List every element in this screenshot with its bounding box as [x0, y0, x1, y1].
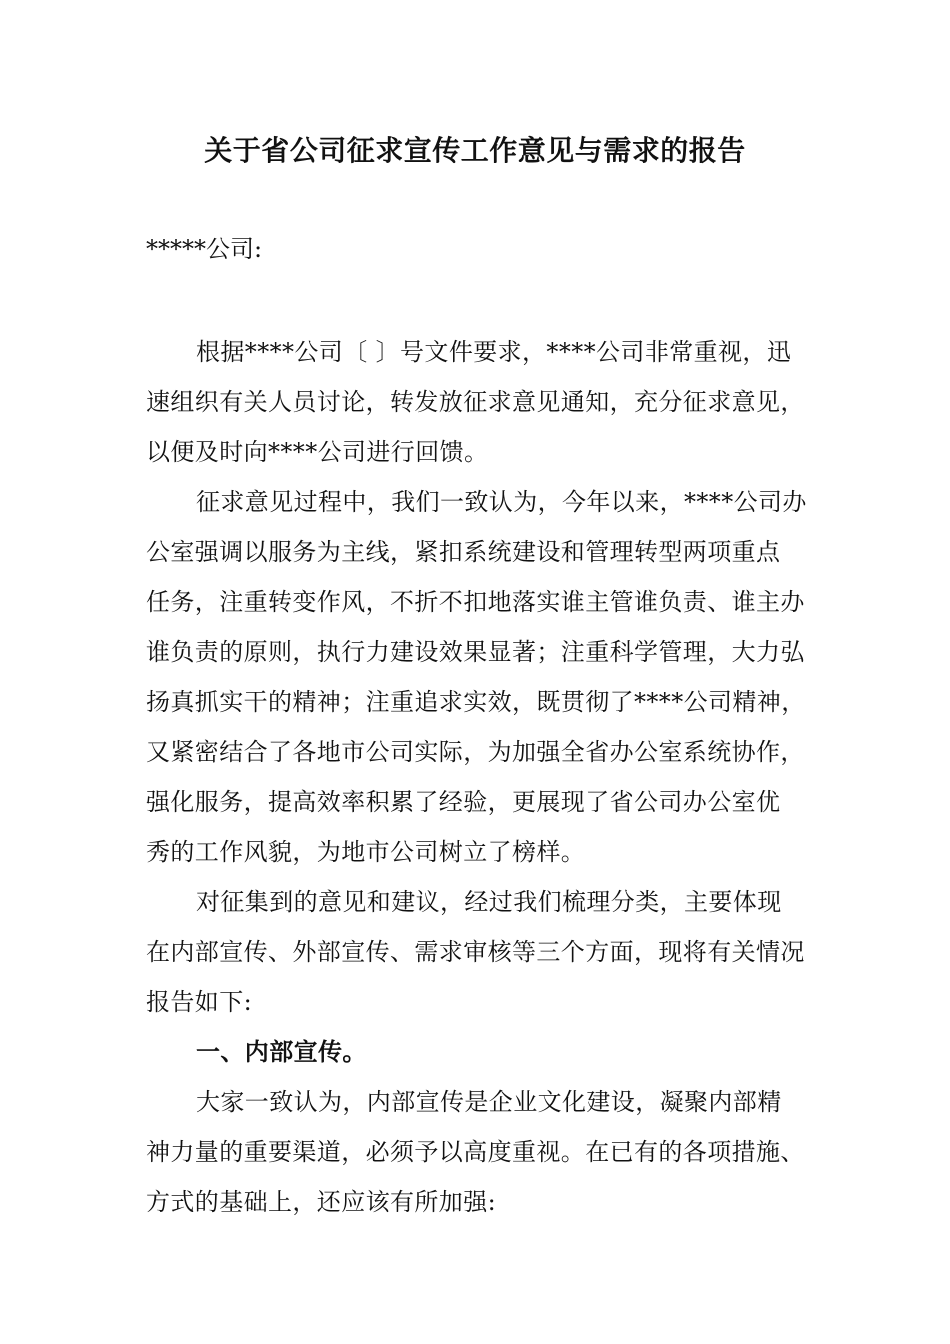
paragraph-1 — [146, 327, 818, 477]
paragraph-line: 速组织有关人员讨论，转发放征求意见通知，充分征求意见， — [146, 388, 805, 416]
paragraph-line: 公室强调以服务为主线，紧扣系统建设和管理转型两项重点 — [146, 538, 781, 566]
salutation: *****公司: — [146, 235, 263, 263]
paragraph-line: 神力量的重要渠道，必须予以高度重视。在已有的各项措施、 — [146, 1138, 805, 1166]
section-heading-internal-publicity — [146, 1027, 818, 1077]
document-title: 关于省公司征求宣传工作意见与需求的报告 — [204, 134, 746, 167]
paragraph-line: 征求意见过程中，我们一致认为，今年以来，****公司办 — [196, 488, 807, 516]
section-paragraph — [146, 1077, 818, 1227]
paragraph-line: 根据****公司〔 〕号文件要求，****公司非常重视，迅 — [196, 338, 792, 366]
paragraph-3 — [146, 877, 818, 1027]
paragraph-line: 任务，注重转变作风，不折不扣地落实谁主管谁负责、谁主办 — [146, 588, 805, 616]
paragraph-line: 谁负责的原则，执行力建设效果显著；注重科学管理，大力弘 — [146, 638, 805, 666]
paragraph-line: 对征集到的意见和建议，经过我们梳理分类，主要体现 — [196, 888, 782, 916]
paragraph-line: 又紧密结合了各地市公司实际，为加强全省办公室系统协作， — [146, 738, 805, 766]
paragraph-line: 在内部宣传、外部宣传、需求审核等三个方面，现将有关情况 — [146, 938, 805, 966]
paragraph-line: 以便及时向****公司进行回馈。 — [146, 438, 489, 466]
paragraph-line: 扬真抓实干的精神；注重追求实效，既贯彻了****公司精神， — [146, 688, 806, 716]
paragraph-line: 强化服务，提高效率积累了经验，更展现了省公司办公室优 — [146, 788, 781, 816]
paragraph-line: 方式的基础上，还应该有所加强: — [146, 1188, 497, 1216]
paragraph-line: 秀的工作风貌，为地市公司树立了榜样。 — [146, 838, 586, 866]
paragraph-line: 大家一致认为，内部宣传是企业文化建设，凝聚内部精 — [196, 1088, 782, 1116]
paragraph-2 — [146, 477, 818, 877]
section-heading-text: 一、内部宣传。 — [196, 1037, 367, 1066]
paragraph-line: 报告如下: — [146, 988, 253, 1016]
